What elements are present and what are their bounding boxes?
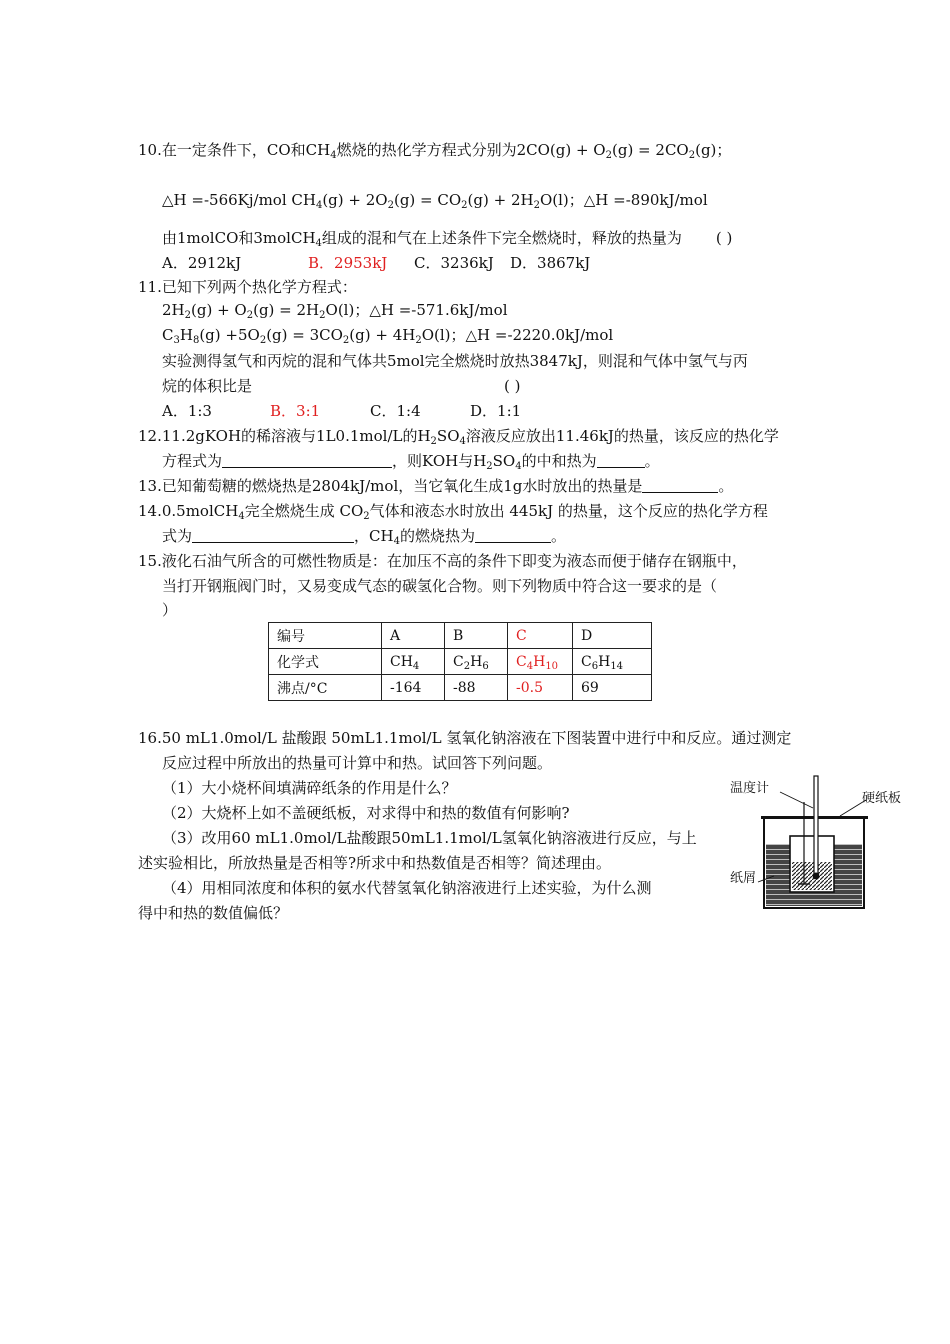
table-cell: 69	[573, 675, 652, 701]
q16-sub3-line1: （3）改用60 mL1.0mol/L盐酸跟50mL1.1mol/L氢氧化钠溶液进行反应，与上	[162, 829, 697, 847]
table-header-cell: 化学式	[269, 649, 382, 675]
solution	[792, 862, 832, 890]
q11-option-d: D．1:1	[470, 402, 522, 420]
q12-line1: 12.11.2gKOH的稀溶液与1L0.1mol/L的$H_2SO_4$溶液反应放出11.46kJ的热量，该反应的热化学	[138, 427, 779, 447]
table-row-ids	[269, 623, 652, 649]
table-header-cell: 沸点/°C	[269, 675, 382, 701]
boiling-point-table	[268, 622, 652, 701]
table-row-formulas	[269, 649, 652, 675]
q11-text-line1: 实验测得氢气和丙烷的混和气体共5mol完全燃烧时放热3847kJ，则混和气体中氢气与丙	[162, 352, 748, 370]
q11-option-c: C．1:4	[370, 402, 421, 420]
table-cell: -88	[445, 675, 508, 701]
table-cell-answer: C	[508, 623, 573, 649]
q10-equation2: △H =-566Kj/mol $CH_4(g) + 2O_2(g) = CO_2(g) + 2H_2O(l)$；△H =-890kJ/mol	[162, 191, 708, 211]
q10-option-d: D．3867kJ	[510, 254, 591, 272]
table-cell: A	[382, 623, 445, 649]
table-cell: $C_2H_6$	[445, 649, 508, 675]
q15-line3: ）	[162, 601, 178, 619]
q12-equation-blank[interactable]	[222, 453, 392, 468]
q11-equation2: $C_3H_8(g) +5O_2(g) = 3CO_2(g) + 4H_2O(l)$；△H =-2220.0kJ/mol	[162, 326, 614, 346]
q10-option-c: C．3236kJ	[414, 254, 494, 272]
q11-title: 11.已知下列两个热化学方程式：	[138, 278, 357, 296]
q14-equation-blank[interactable]	[192, 528, 354, 543]
calorimeter-figure	[728, 772, 918, 914]
q10-option-a: A．2912kJ	[162, 254, 242, 272]
q16-sub4-line2: 得中和热的数值偏低？	[138, 904, 289, 922]
q13-answer-blank[interactable]	[642, 478, 718, 493]
q15-line1: 15.液化石油气所含的可燃性物质是：在加压不高的条件下即变为液态而便于储存在钢瓶中，	[138, 552, 747, 570]
cardboard-label: 硬纸板	[862, 791, 902, 806]
q10-options	[162, 253, 591, 273]
paper-scraps-label: 纸屑	[730, 871, 757, 886]
q11-text-line2: 烷的体积比是 ( )	[162, 377, 521, 395]
thermometer-label: 温度计	[730, 781, 770, 796]
q16-sub4-line1: （4）用相同浓度和体积的氨水代替氢氧化钠溶液进行上述实验，为什么测	[162, 879, 652, 897]
q15-line2: 当打开钢瓶阀门时，又易变成气态的碳氢化合物。则下列物质中符合这一要求的是（	[162, 577, 718, 595]
table-cell: $CH_4$	[382, 649, 445, 675]
table-cell: -164	[382, 675, 445, 701]
table-cell-answer: -0.5	[508, 675, 573, 701]
q13-line: 13.已知葡萄糖的燃烧热是2804kJ/mol，当它氧化生成1g水时放出的热量是 。	[138, 477, 734, 495]
q16-sub1: （1）大小烧杯间填满碎纸条的作用是什么？	[162, 779, 457, 797]
q11-option-a: A．1:3	[162, 402, 212, 420]
q12-line2: 方程式为 ，则KOH与$H_2SO_4$的中和热为 。	[162, 452, 660, 472]
q10-line1: 10.在一定条件下，CO和$CH_4$燃烧的热化学方程式分别为$2CO(g) + O_2(g) = 2CO_2(g)$；	[138, 141, 732, 161]
table-row-boiling	[269, 675, 652, 701]
table-header-cell: 编号	[269, 623, 382, 649]
q16-sub3-line2: 述实验相比，所放热量是否相等?所求中和热数值是否相等？简述理由。	[138, 854, 612, 872]
q10-option-b-answer: B．2953kJ	[308, 254, 388, 272]
table-cell: B	[445, 623, 508, 649]
table-cell: $C_6H_{14}$	[573, 649, 652, 675]
q10-question: 由1molCO和3molCH$_4$组成的混和气在上述条件下完全燃烧时，释放的热量为 ( )	[162, 229, 733, 249]
q16-line2: 反应过程中所放出的热量可计算中和热。试回答下列问题。	[162, 754, 553, 772]
q14-line2: 式为 ，$CH_4$的燃烧热为 。	[162, 527, 566, 547]
q16-line1: 16.50 mL1.0mol/L 盐酸跟 50mL1.1mol/L 氢氧化钠溶液在下图装置中进行中和反应。通过测定	[138, 729, 792, 747]
table-cell: D	[573, 623, 652, 649]
q14-line1: 14.0.5molCH$_4$完全燃烧生成 $CO_2$气体和液态水时放出 445kJ 的热量，这个反应的热化学方程	[138, 502, 768, 522]
q12-heat-blank[interactable]	[597, 453, 645, 468]
table-cell-answer: $C_4H_{10}$	[508, 649, 573, 675]
q11-options	[162, 401, 522, 421]
q16-sub2: （2）大烧杯上如不盖硬纸板，对求得中和热的数值有何影响?	[162, 804, 570, 822]
q14-heat-blank[interactable]	[475, 528, 551, 543]
thermometer-icon	[814, 776, 818, 876]
q11-option-b-answer: B．3:1	[270, 402, 321, 420]
q11-equation1: $2H_2(g) + O_2(g) = 2H_2O(l)$；△H =-571.6kJ/mol	[162, 301, 508, 321]
